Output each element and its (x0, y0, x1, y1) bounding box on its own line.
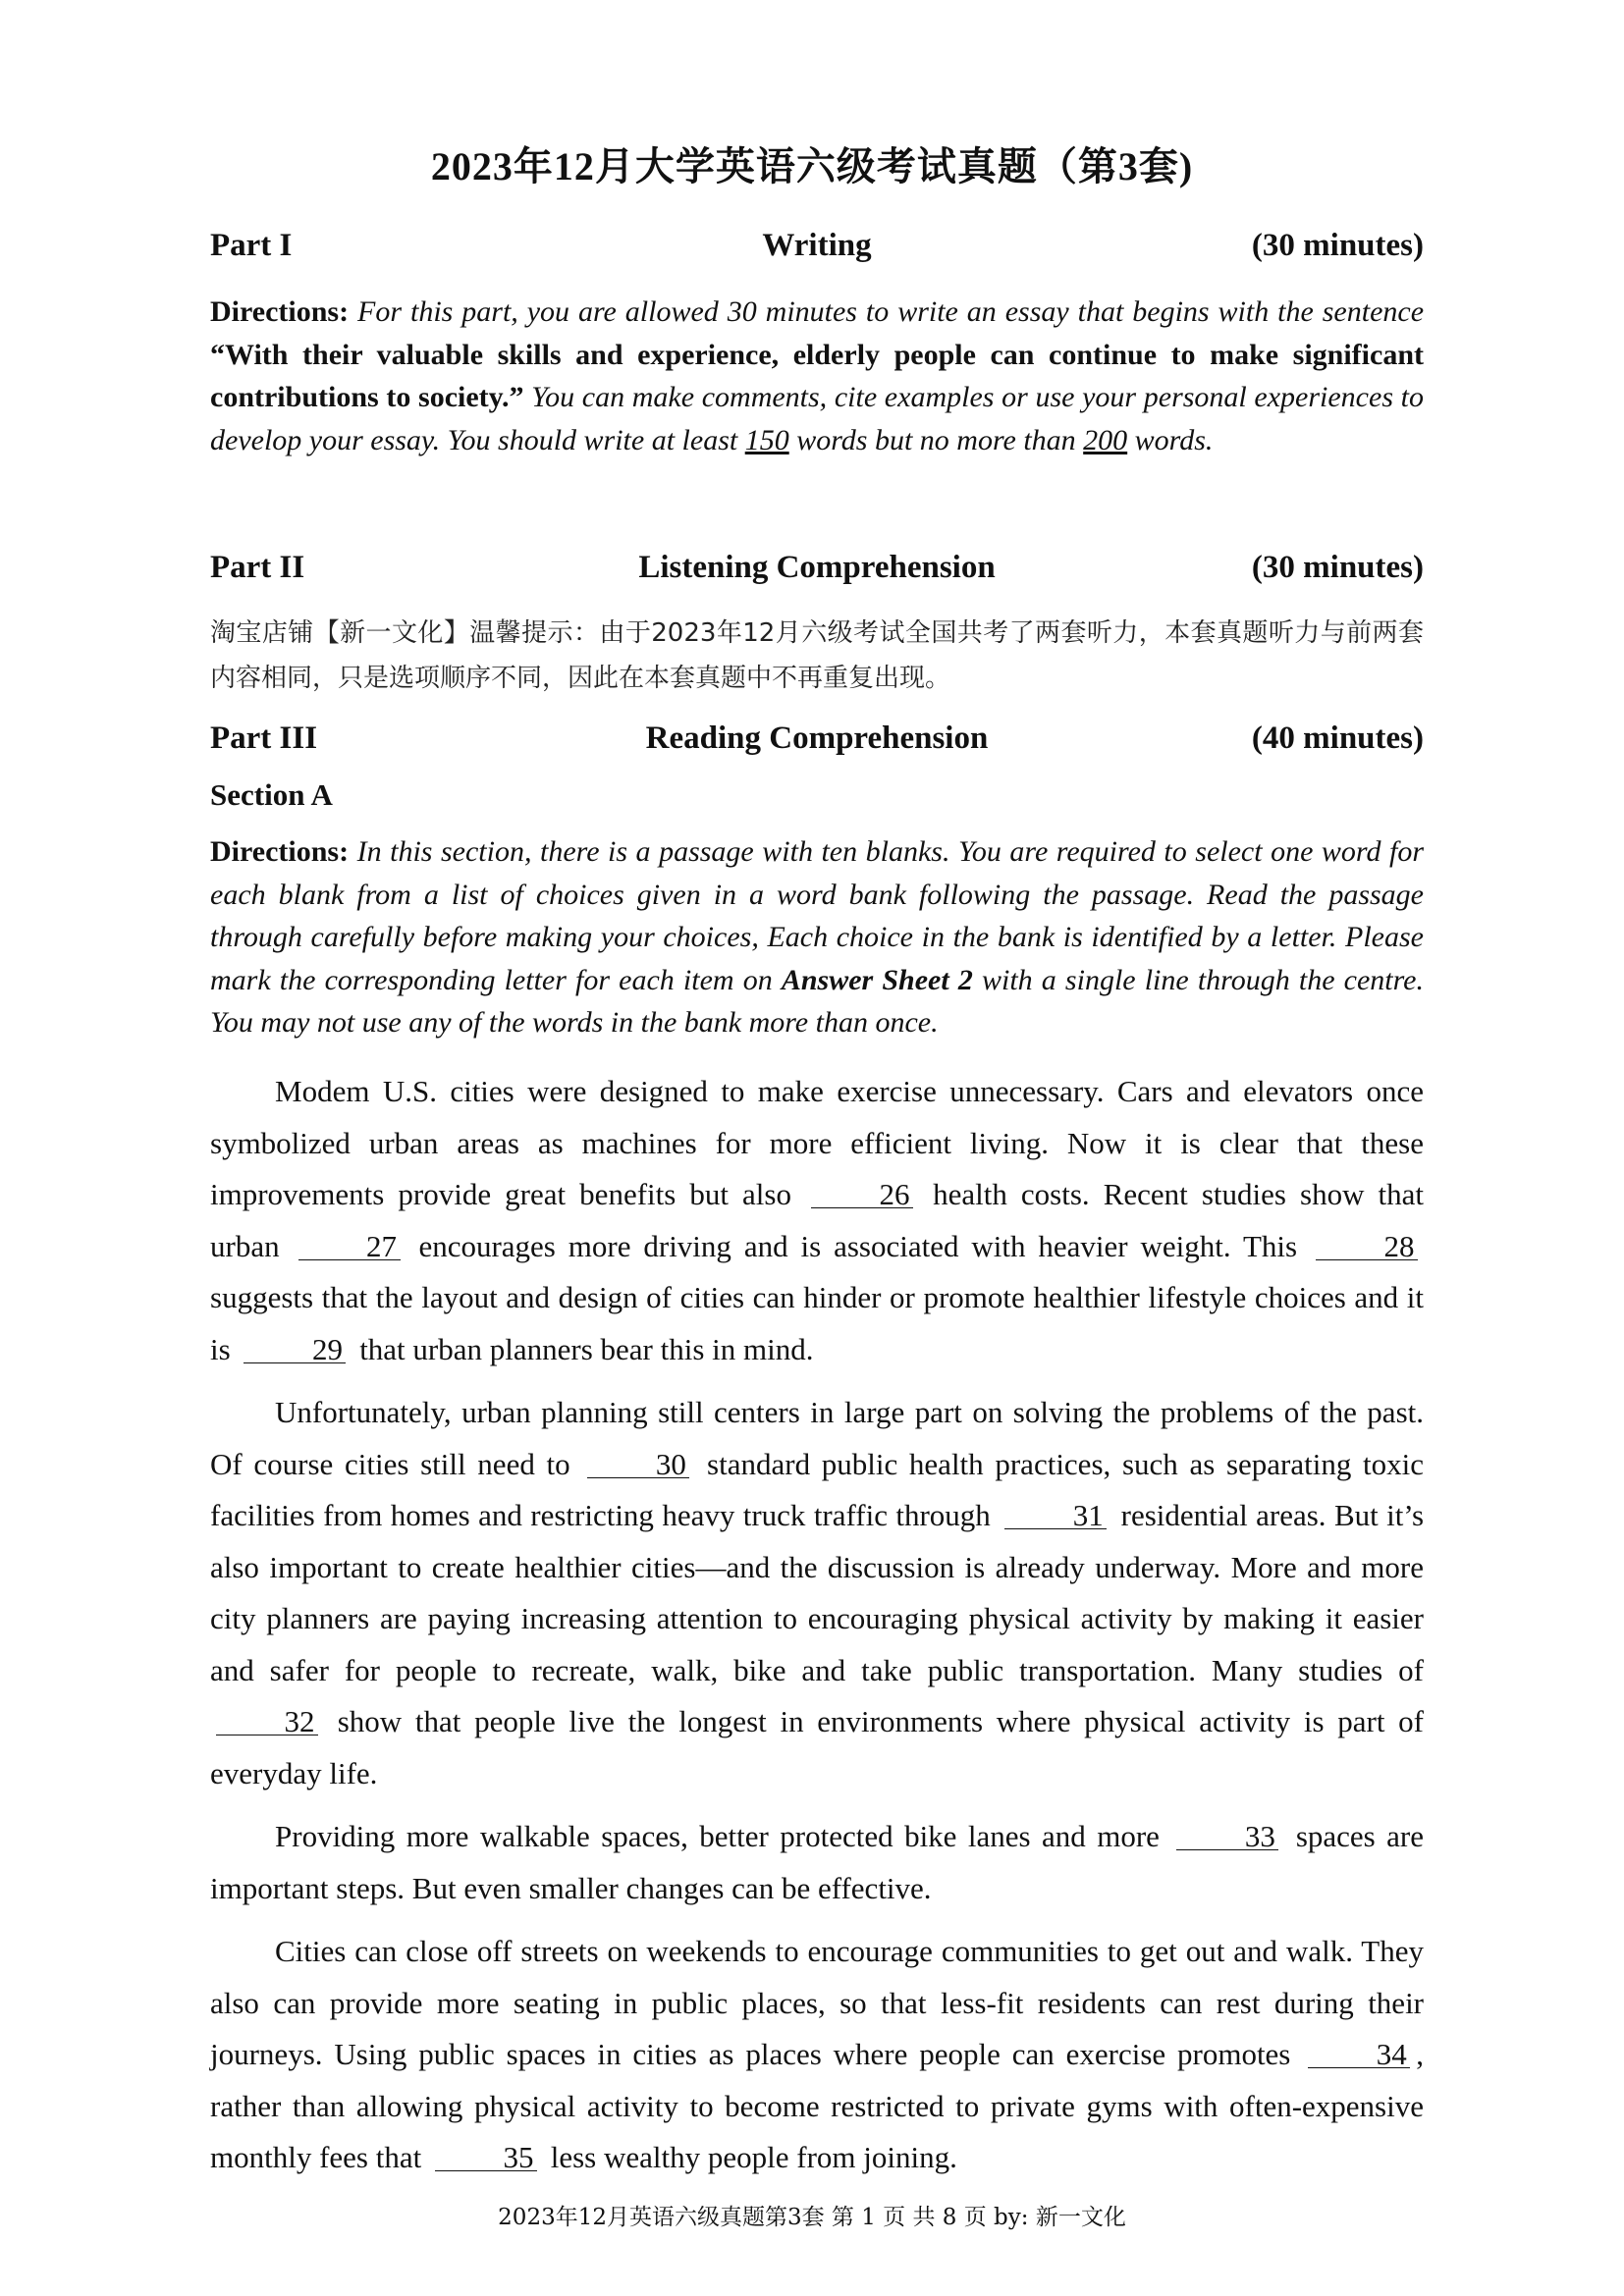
essay-opening-sentence: “With their valuable skills and experience, elderly people can continue to make significant contributions to society.” (210, 338, 1424, 413)
passage-paragraph-1 (210, 1066, 1424, 1375)
part-2-header (210, 550, 1424, 593)
passage-text: less wealthy people from joining. (550, 2140, 957, 2174)
part-1-header (210, 228, 1424, 271)
answer-sheet-name: Answer Sheet 2 (781, 963, 973, 996)
part-1-time: (30 minutes) (1251, 228, 1424, 263)
passage-paragraph-3 (210, 1811, 1424, 1914)
passage-text: , rather than allowing physical activity to become restricted to private gyms with often-expensive monthly fees that (210, 2037, 1424, 2174)
directions-text: words. (1134, 423, 1214, 456)
passage-text: Unfortunately, urban planning still centers in large part on solving the problems of the past. Of course cities still need to (210, 1395, 1424, 1481)
passage-text: health costs. Recent studies show that urban (210, 1177, 1425, 1263)
passage-text: Modem U.S. cities were designed to make exercise unnecessary. Cars and elevators once symbolized urban areas as machines for more efficient living. Now it is clear that these improvements provide great benefits but also (210, 1074, 1424, 1211)
directions-label: Directions: (210, 835, 350, 868)
part-2-label: Part II (210, 550, 305, 585)
blank-28: 28 (1316, 1234, 1418, 1260)
part-3-header (210, 721, 1424, 764)
part-1-name: Writing (762, 228, 872, 263)
part-3-time: (40 minutes) (1251, 721, 1424, 756)
passage-text: residential areas. But it’s also important to create healthier cities—and the discussion is already underway. More and more city planners are paying increasing attention to encouraging physical activity by making it easier and safer for people to recreate, walk, bike and take public transportation. Many studies of (210, 1498, 1425, 1687)
directions-text: In this section, there is a passage with ten blanks. You are required to select one word for each blank from a list of choices given in a word bank following the passage. Read the passage through carefully before making your choices, Each choice in the bank is identified by a letter. Please mark the corresponding letter for each item on (210, 835, 1425, 996)
blank-35: 35 (435, 2145, 537, 2171)
passage-paragraph-2 (210, 1387, 1424, 1799)
directions-label: Directions: (210, 295, 350, 328)
blank-32: 32 (216, 1709, 318, 1735)
part-1-label: Part I (210, 228, 293, 263)
part-2-name: Listening Comprehension (638, 550, 996, 585)
passage-paragraph-4 (210, 1926, 1424, 2184)
passage-text: encourages more driving and is associated with heavier weight. This (418, 1228, 1298, 1263)
blank-31: 31 (1004, 1503, 1107, 1529)
min-words: 150 (744, 423, 789, 456)
page-footer: 2023年12月英语六级真题第3套 第 1 页 共 8 页 by: 新一文化 (498, 2205, 1126, 2230)
section-a-label: Section A (210, 777, 333, 812)
blank-27: 27 (298, 1234, 401, 1260)
passage-text: standard public health practices, such as separating toxic facilities from homes and restricting heavy truck traffic through (210, 1446, 1425, 1532)
blank-30: 30 (587, 1452, 689, 1478)
passage-text: that urban planners bear this in mind. (359, 1331, 814, 1366)
part-3-label: Part III (210, 721, 318, 756)
passage-text: Cities can close off streets on weekends to encourage communities to get out and walk. They also can provide more seating in public places, so that less-fit residents can rest during their journeys. Using public spaces in cities as places where people can exercise promotes (210, 1934, 1424, 2071)
blank-29: 29 (244, 1337, 346, 1363)
passage-text: spaces are important steps. But even smaller changes can be effective. (210, 1819, 1425, 1905)
blank-26: 26 (811, 1182, 913, 1208)
blank-34: 34 (1308, 2042, 1410, 2068)
reading-passage (210, 1066, 1424, 2184)
page-title: 2023年12月大学英语六级考试真题（第3套) (430, 144, 1194, 188)
passage-text: show that people live the longest in environments where physical activity is part of everyday life. (210, 1704, 1424, 1790)
listening-notice: 淘宝店铺【新一文化】温馨提示：由于2023年12月六级考试全国共考了两套听力，本套真题听力与前两套内容相同，只是选项顺序不同，因此在本套真题中不再重复出现。 (210, 618, 1424, 693)
passage-text: Providing more walkable spaces, better protected bike lanes and more (275, 1819, 1160, 1853)
max-words: 200 (1083, 423, 1128, 456)
blank-33: 33 (1176, 1824, 1278, 1850)
part-2-time: (30 minutes) (1251, 550, 1424, 585)
passage-text: suggests that the layout and design of cities can hinder or promote healthier lifestyle choices and it is (210, 1280, 1424, 1366)
part-3-directions (210, 830, 1424, 1044)
directions-text: with a single line through the centre. You may not use any of the words in the bank more than once. (210, 963, 1424, 1039)
part-1-directions (210, 291, 1424, 461)
part-3-name: Reading Comprehension (645, 721, 989, 756)
directions-text: words but no more than (796, 423, 1076, 456)
directions-text: You can make comments, cite examples or use your personal experiences to develop your essay. You should write at least (210, 381, 1424, 456)
directions-text: For this part, you are allowed 30 minutes to write an essay that begins with the sentence (357, 295, 1425, 328)
